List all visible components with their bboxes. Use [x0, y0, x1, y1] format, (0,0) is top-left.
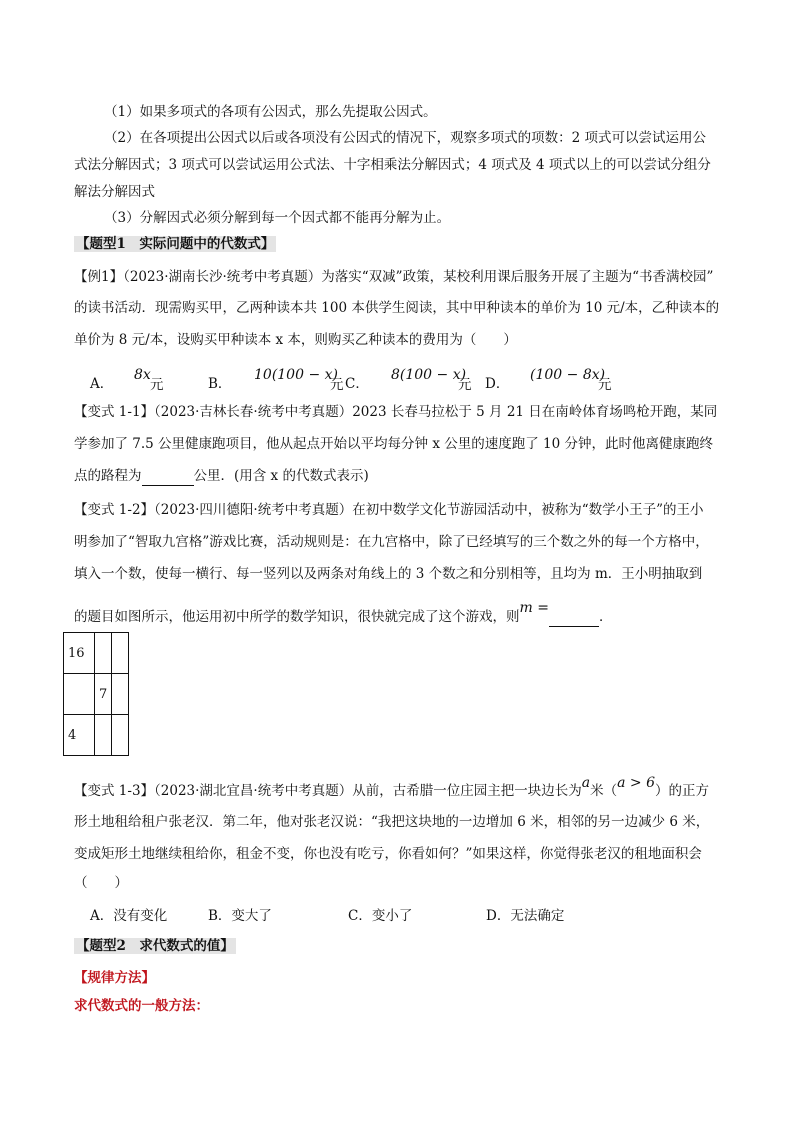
section-1-title	[74, 234, 276, 254]
variant-1-2-line-4	[74, 600, 613, 627]
option-d: D．无法确定	[486, 908, 565, 924]
option-b-unit: 元	[330, 377, 344, 393]
option-b-expr: 10(100 − x)	[254, 367, 338, 383]
option-d-expr: (100 − 8x)	[530, 367, 606, 383]
method-subtitle: 求代数式的一般方法：	[74, 998, 209, 1014]
m-equals: m =	[519, 600, 549, 616]
grid-cell: 16	[64, 633, 95, 674]
grid-cell: 7	[95, 674, 112, 715]
condition-a-gt-6: a > 6	[617, 775, 655, 791]
method-title: 【规律方法】	[74, 970, 155, 986]
option-a-label: A．	[90, 376, 114, 392]
variant-1-3-mid: 米（	[590, 783, 618, 799]
section-2-tag: 【题型2 求代数式的值】	[76, 938, 234, 954]
rule-2-line-3: 解法分解因式	[74, 184, 155, 200]
grid-cell: 4	[64, 715, 95, 756]
option-c-label: C．	[345, 376, 369, 392]
option-a: A．没有变化	[90, 908, 168, 924]
answer-blank[interactable]	[142, 471, 194, 486]
grid-row	[64, 715, 129, 756]
section-2-title	[74, 936, 236, 956]
option-c-expr: 8(100 − x)	[391, 367, 467, 383]
variant-1-1-line-2: 学参加了 7.5 公里健康跑项目，他从起点开始以平均每分钟 x 公里的速度跑了 10 分钟，此时他离健康跑终	[74, 436, 714, 452]
grid-cell	[112, 674, 129, 715]
variant-1-2-line-1: 【变式 1-2】（2023·四川德阳·统考中考真题）在初中数学文化节游园活动中，被称为“数学小王子”的王小	[74, 502, 704, 518]
grid-row	[64, 674, 129, 715]
variant-1-2-prefix: 的题目如图所示，他运用初中所学的数学知识，很快就完成了这个游戏，则	[74, 609, 520, 625]
option-c-unit: 元	[458, 377, 472, 393]
example-1-line-2: 的读书活动．现需购买甲，乙两种读本共 100 本供学生阅读，其中甲种读本的单价为 10 元/本，乙种读本的	[74, 300, 720, 316]
option-a-unit: 元	[150, 377, 164, 393]
rule-3: （3）分解因式必须分解到每一个因式都不能再分解为止。	[104, 210, 451, 226]
variant-1-3-line-2: 形土地租给租户张老汉．第二年，他对张老汉说：“我把这块地的一边增加 6 米，相邻的另一边减少 6 米，	[74, 814, 710, 830]
grid-cell	[64, 674, 95, 715]
variant-1-1-line-3	[74, 466, 369, 486]
option-c: C．变小了	[348, 908, 413, 924]
option-d-unit: 元	[598, 377, 612, 393]
rule-2-line-1: （2）在各项提出公因式以后或各项没有公因式的情况下，观察多项式的项数：2 项式可以尝试运用公	[104, 130, 706, 146]
variant-1-2-suffix: ．	[598, 609, 613, 625]
grid-cell	[112, 715, 129, 756]
rule-1: （1）如果多项式的各项有公因式，那么先提取公因式。	[104, 104, 437, 120]
option-d-label: D．	[485, 376, 510, 392]
variant-1-1-suffix: 公里．(用含 x 的代数式表示)	[193, 468, 369, 484]
grid-cell	[95, 715, 112, 756]
section-1-tag: 【题型1 实际问题中的代数式】	[76, 236, 275, 252]
example-1-line-1: 【例1】（2023·湖南长沙·统考中考真题）为落实“双减”政策，某校利用课后服务开展了主题为“书香满校园”	[74, 269, 714, 285]
grid-cell	[112, 633, 129, 674]
variant-1-3-line-1	[74, 775, 709, 801]
variant-1-2-line-3: 填入一个数，使每一横行、每一竖列以及两条对角线上的 3 个数之和分别相等，且均为 m．王小明抽取到	[74, 566, 703, 582]
variant-1-1-prefix: 点的路程为	[74, 468, 142, 484]
answer-blank[interactable]	[549, 612, 599, 627]
variant-1-3-suffix: ）的正方	[654, 783, 709, 799]
nine-grid	[63, 632, 129, 756]
variant-1-3-line-3: 变成矩形土地继续租给你，租金不变，你也没有吃亏，你看如何？”如果这样，你觉得张老汉的租地面积会	[74, 846, 702, 862]
variant-1-1-line-1: 【变式 1-1】（2023·吉林长春·统考中考真题）2023 长春马拉松于 5 月 21 日在南岭体育场鸣枪开跑，某同	[74, 404, 718, 420]
option-b-label: B．	[208, 376, 232, 392]
grid-row	[64, 633, 129, 674]
option-a-expr: 8x	[134, 367, 151, 383]
variable-a: a	[581, 775, 591, 791]
example-1-line-3: 单价为 8 元/本，设购买甲种读本 x 本，则购买乙种读本的费用为（ ）	[74, 332, 517, 348]
variant-1-3-line-4: （ ）	[74, 875, 128, 891]
variant-1-2-line-2: 明参加了“智取九宫格”游戏比赛，活动规则是：在九宫格中，除了已经填写的三个数之外的每一个方格中，	[74, 534, 709, 550]
option-b: B．变大了	[208, 908, 272, 924]
grid-cell	[95, 633, 112, 674]
rule-2-line-2: 式法分解因式；3 项式可以尝试运用公式法、十字相乘法分解因式；4 项式及 4 项式以上的可以尝试分组分	[74, 157, 711, 173]
variant-1-3-prefix: 【变式 1-3】（2023·湖北宜昌·统考中考真题）从前，古希腊一位庄园主把一块边长为	[74, 783, 582, 799]
